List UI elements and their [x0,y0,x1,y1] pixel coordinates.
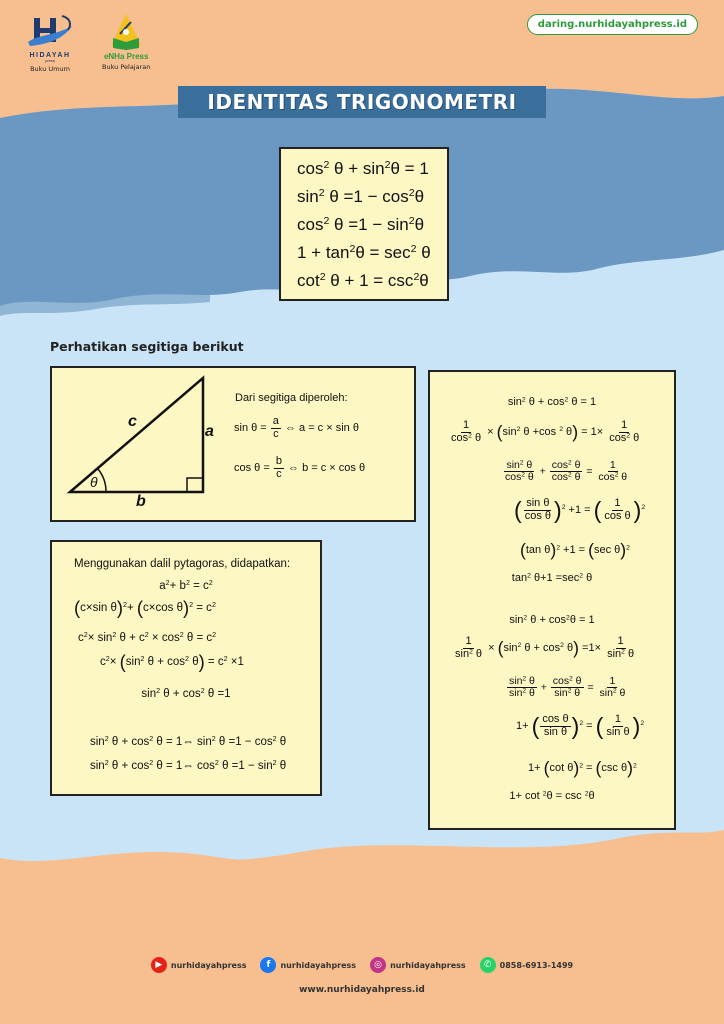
pythagoras-intro: Menggunakan dalil pytagoras, didapatkan: [74,558,291,570]
site-url-badge[interactable]: daring.nurhidayahpress.id [527,14,698,35]
instagram-icon: ◎ [370,957,386,973]
enha-emblem-icon [105,12,147,52]
facebook-link[interactable] [260,957,356,973]
whatsapp-icon: ✆ [480,957,496,973]
buku-pelajaran-caption: Buku Pelajaran [102,63,151,71]
pythagoras-line-1: $a^2+ b^2 = c^2$ [159,579,213,592]
sin-rhs: ⇔ a = c × sin θ [284,421,359,434]
facebook-handle: nurhidayahpress [280,960,357,970]
proof2-start: $\sin^2 \theta + \cos^2\theta = 1$ [509,614,595,626]
side-a-label: a [205,423,214,440]
pythagoras-line-5: $\sin^2 \theta + \cos^2 \theta =1$ [141,687,231,700]
page-title: IDENTITAS TRIGONOMETRI [207,90,517,114]
proof2-step4: 1+ (cot θ)$^2$ = (csc θ)$^2$ [528,758,637,779]
proof1-start: $\sin^2 \theta + \cos^2 \theta = 1$ [507,396,597,408]
instagram-link[interactable] [370,957,466,973]
sin-fraction [271,416,281,440]
enha-brand-text: eNHa Press [103,52,149,61]
side-b-label: b [136,493,146,510]
buku-umum-caption: Buku Umum [30,65,70,73]
proof1-step4: (tan θ)$^2$ +1 = (sec θ)$^2$ [520,540,630,561]
proof2-step3: 1+ ( $\frac{\text{cos θ}}{\text{sin θ}}$ )$^2$ = ( $\frac{1}{\text{sin θ}}$ )$^2$ [516,713,645,740]
pythagoras-line-3: $c^2\times \sin^2 \theta + c^2 \times \cos^2 \theta = c^2$ [78,631,217,644]
proof1-step1: $\frac{1}{\cos^2 \theta}$ × ($\sin^2$ θ +cos $^2$ θ) = 1× $\frac{1}{\cos^2 \theta}$ [451,419,640,444]
cos-rhs: ⇔ b = c × cos θ [288,461,366,474]
sin-denominator: c [273,427,279,440]
pythagoras-box [50,540,322,796]
proof1-step3: ( $\frac{\text{sin θ}}{\text{cos θ}}$ )$^2$ +1 = ( $\frac{1}{\text{cos θ}}$ )$^2$ [514,497,646,524]
identity-5: $\cot^2 \theta + 1 = \csc^2\theta$ [297,271,429,290]
identity-2: $\sin^2 \theta =1 - \cos^2\theta$ [297,187,425,206]
social-links-row [0,957,724,973]
cos-derivation [234,456,365,480]
pythagoras-line-7: $\sin^2 \theta + \cos^2 \theta$ = 1⇔ $\cos^2 \theta =1 - \sin^2 \theta$ [90,759,287,772]
whatsapp-number: 0858-6913-1499 [499,960,574,970]
youtube-handle: nurhidayahpress [170,960,247,970]
footer-website[interactable]: www.nurhidayahpress.id [299,985,425,995]
identity-4: $1 + \tan^2\theta = \sec^2 \theta$ [297,243,431,262]
derivation-title: Dari segitiga diperoleh: [235,392,348,404]
proof2-result: 1+ cot $^2$θ = csc $^2$θ [509,790,595,802]
cos-denominator: c [276,467,282,480]
sin-derivation [234,416,359,440]
youtube-link[interactable] [151,957,247,973]
instagram-handle: nurhidayahpress [390,960,466,970]
cos-fraction [274,456,284,480]
proof1-result: $\tan^2 \theta+1 =\sec^2$ θ [511,572,593,584]
pythagoras-line-2: (c×sin θ)$^2$+ (c×cos $\theta)^2 = c^2$ [74,596,216,618]
hidayah-emblem-icon [24,12,76,52]
side-c-label: c [128,413,137,430]
cos-lhs: cos θ = [234,461,270,474]
hidayah-brand-text: HIDAYAH [29,52,71,59]
page-title-band [178,86,546,118]
pythagoras-line-6: $\sin^2 \theta + \cos^2 \theta$ = 1⇔ $\sin^2 \theta =1 - \cos^2 \theta$ [90,735,287,748]
identity-3: $\cos^2 \theta =1 - \sin^2\theta$ [297,215,425,234]
youtube-icon: ▶ [151,957,167,973]
section-heading: Perhatikan segitiga berikut [50,339,244,354]
angle-theta-label: θ [90,474,98,490]
cos-numerator: b [275,455,282,467]
triangle-box [50,366,416,522]
whatsapp-link[interactable] [480,957,573,973]
proof1-step2: $\frac{\sin^2 \theta}{\cos^2 \theta}$ + $\frac{\cos^2 \theta}{\cos^2 \theta}$ = $\frac{1}{\cos^2 \theta}$ [505,459,628,484]
enha-logo[interactable] [102,12,150,71]
pythagoras-line-4: $c^2\times (\sin^2$ $\theta + \cos^2 \theta) = c^2 \times 1$ [100,650,244,672]
proof-box [428,370,676,830]
hidayah-logo[interactable] [24,12,76,73]
hidayah-brand-sub: press [45,58,55,63]
sin-lhs: sin θ = [234,421,267,434]
identity-summary-box [279,147,449,301]
proof2-step2: $\frac{\sin^2 \theta}{\sin^2 \theta}$ + $\frac{\cos^2 \theta}{\sin^2 \theta}$ = $\frac{1}{\sin^2 \theta}$ [509,675,626,700]
identity-1: $\cos^2 \theta + \sin^2\theta = 1$ [297,159,429,178]
sin-numerator: a [272,415,279,427]
facebook-icon: f [260,957,276,973]
proof2-step1: $\frac{1}{\sin^2 \theta}$ × ($\sin^2$ $\theta + \cos^2 \theta) =1\times$ $\frac{1}{\sin^2 \theta}$ [455,635,635,660]
